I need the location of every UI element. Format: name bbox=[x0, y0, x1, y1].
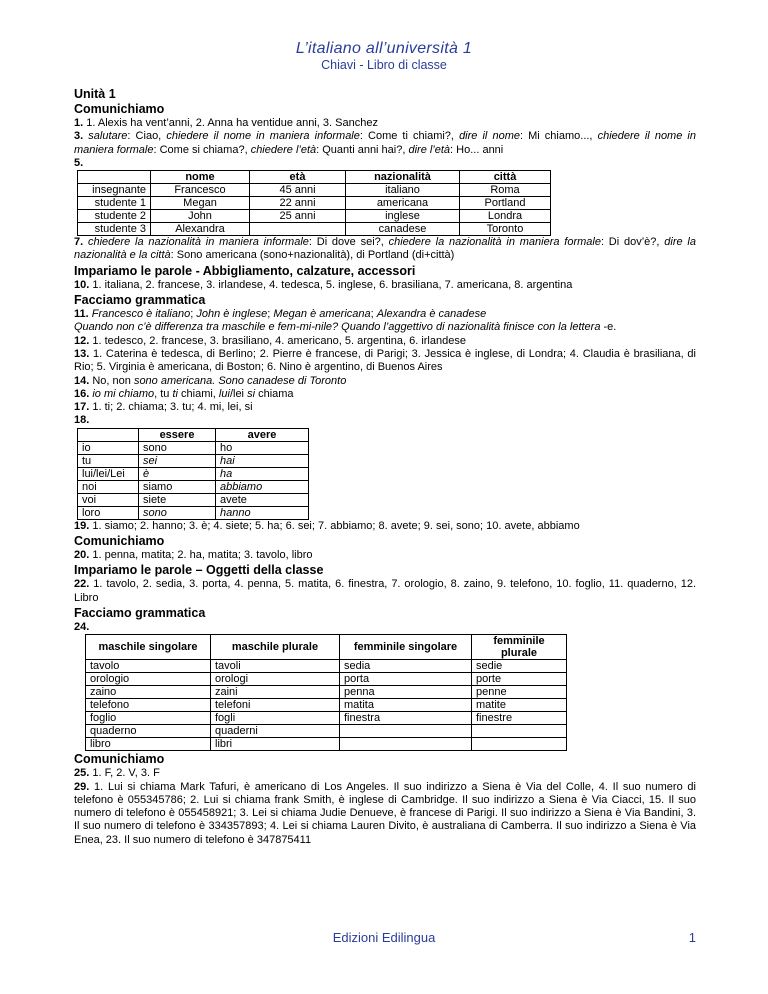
table-cell: loro bbox=[78, 506, 139, 519]
exercise-number: 29. bbox=[74, 780, 90, 793]
text-fragment: ; bbox=[190, 308, 197, 321]
section-heading: Facciamo grammatica bbox=[74, 293, 206, 308]
table-cell: sedia bbox=[340, 660, 472, 673]
table-cell: studente 3 bbox=[78, 223, 151, 236]
section-heading: Impariamo le parole – Oggetti della classe bbox=[74, 563, 324, 578]
table-header-row bbox=[86, 635, 567, 660]
italic-fragment: dire la nazionalità e la città bbox=[74, 236, 696, 262]
document-body bbox=[74, 87, 696, 847]
italic-fragment: io mi chiamo bbox=[92, 387, 155, 400]
table-cell: siete bbox=[139, 493, 216, 506]
table-cell: John bbox=[151, 210, 250, 223]
table-cell: Alexandra bbox=[151, 223, 250, 236]
exercise-text: 1. Caterina è tedesca, di Berlino; 2. Pierre è francese, di Parigi; 3. Jessica è inglese, di Londra; 4. Claudia è brasiliana, di Rio; 5. Virginia è americana, di Boston; 6. Nino è argentino, di Buenos Aires bbox=[74, 347, 696, 374]
text-fragment: , tu bbox=[154, 387, 173, 400]
italic-fragment: chiedere la nazionalità in maniera formale bbox=[388, 236, 601, 249]
exercise-20 bbox=[74, 549, 696, 562]
exercise-text: 1. tedesco, 2. francese, 3. brasiliano, 4. americano, 5. argentina, 6. irlandese bbox=[89, 334, 466, 347]
table-row bbox=[78, 467, 309, 480]
exercise-text: 1. tavolo, 2. sedia, 3. porta, 4. penna, 5. matita, 6. finestra, 7. orologio, 8. zaino, 9. telefono, 10. foglio, 11. quaderno, 12. Libro bbox=[74, 578, 696, 604]
exercise-14 bbox=[74, 375, 696, 388]
exercise-text: 1. siamo; 2. hanno; 3. è; 4. siete; 5. ha; 6. sei; 7. abbiamo; 8. avete; 9. sei, sono; 10. avete, abbiamo bbox=[89, 519, 580, 532]
text-fragment: : Ho... anni bbox=[450, 143, 504, 156]
exercise-text bbox=[89, 308, 487, 320]
table-cell: sono bbox=[139, 506, 216, 519]
exercise-1 bbox=[74, 117, 696, 130]
table-cell: porte bbox=[472, 673, 567, 686]
table-row bbox=[78, 480, 309, 493]
table-cell: ha bbox=[216, 467, 309, 480]
exercise-number: 13. bbox=[74, 347, 90, 360]
column-header: nazionalità bbox=[346, 171, 460, 184]
table-row bbox=[78, 197, 551, 210]
table-cell: insegnante bbox=[78, 184, 151, 197]
exercise-number: 10. bbox=[74, 278, 90, 291]
table-cell: 25 anni bbox=[250, 210, 346, 223]
table-cell: tavolo bbox=[86, 660, 211, 673]
text-fragment: : Di dove sei?, bbox=[308, 236, 389, 249]
table-cell bbox=[340, 725, 472, 738]
table-row bbox=[78, 454, 309, 467]
italic-fragment: Francesco è italiano bbox=[91, 308, 191, 321]
text-fragment: : Di dov’è?, bbox=[600, 236, 665, 249]
table-cell: sei bbox=[139, 454, 216, 467]
exercise-16 bbox=[74, 388, 696, 401]
table-cell: orologio bbox=[86, 673, 211, 686]
table-row bbox=[78, 223, 551, 236]
exercise-number: 16. bbox=[74, 387, 90, 400]
table-header-row bbox=[78, 171, 551, 184]
column-header: nome bbox=[151, 171, 250, 184]
section-heading: Facciamo grammatica bbox=[74, 605, 206, 620]
table-cell: foglio bbox=[86, 712, 211, 725]
column-header: essere bbox=[139, 428, 216, 441]
exercise-number: 12. bbox=[74, 334, 90, 347]
table-cell: zaini bbox=[211, 686, 340, 699]
table-row bbox=[86, 738, 567, 751]
italic-fragment: salutare bbox=[88, 130, 128, 143]
exercise-text: 1. Lui si chiama Mark Tafuri, è americano di Los Angeles. Il suo indirizzo a Siena è Via del Colle, 4. Il suo numero di telefono è 055345786; 2. Lui si chiama frank Smith, è inglese di Cambridge. Il suo indirizzo a Siena è Via Ciacci, 15. Il suo numero di telefono è 055458921; 3. Lei si chiama Judie Denueve, è francese di Parigi. Il suo indirizzo a Siena è Via Bandini, 3. Il suo numero di telefono è 334357893; 4. Lei si chiama Lauren Divito, è australiana di Camberra. Il suo indirizzo a Siena è Via Enea, 23. Il suo numero di telefono è 347875411 bbox=[74, 780, 696, 846]
table-exercise-18 bbox=[77, 428, 309, 520]
table-cell: 45 anni bbox=[250, 184, 346, 197]
text-fragment: chiami, bbox=[177, 387, 219, 400]
italic-fragment: ti bbox=[172, 387, 178, 400]
exercise-18 bbox=[74, 414, 696, 427]
exercise-7 bbox=[74, 236, 696, 263]
text-fragment: chiama bbox=[255, 387, 294, 400]
table-cell: studente 2 bbox=[78, 210, 151, 223]
exercise-text: 1. ti; 2. chiama; 3. tu; 4. mi, lei, si bbox=[89, 401, 253, 414]
table-row bbox=[86, 712, 567, 725]
section-heading: Impariamo le parole - Abbigliamento, calzature, accessori bbox=[74, 263, 416, 278]
table-cell: canadese bbox=[346, 223, 460, 236]
table-cell: io bbox=[78, 441, 139, 454]
table-cell: lui/lei/Lei bbox=[78, 467, 139, 480]
table-cell: porta bbox=[340, 673, 472, 686]
section-heading: Comunichiamo bbox=[74, 752, 165, 767]
exercise-25 bbox=[74, 767, 696, 780]
table-cell: avete bbox=[216, 493, 309, 506]
italic-fragment: John è inglese bbox=[196, 308, 268, 321]
exercise-number: 7. bbox=[74, 236, 84, 249]
page-number: 1 bbox=[688, 930, 696, 945]
text-fragment: : Mi chiamo..., bbox=[519, 130, 598, 143]
exercise-text bbox=[74, 130, 696, 155]
exercise-number: 18. bbox=[74, 414, 90, 427]
note-text: Quando non c’è differenza tra maschile e fem-mi-nile? Quando l’aggettivo di nazionalità finisce con la lettera bbox=[74, 321, 604, 334]
column-header: femminile singolare bbox=[340, 635, 472, 660]
text-fragment: : Sono americana (sono+nazionalità), di Portland (di+città) bbox=[170, 249, 455, 262]
table-row bbox=[78, 506, 309, 519]
exercise-number: 24. bbox=[74, 620, 90, 633]
exercise-number: 20. bbox=[74, 549, 90, 562]
exercise-11 bbox=[74, 308, 696, 321]
footer-publisher: Edizioni Edilingua bbox=[332, 930, 436, 945]
exercise-number: 3. bbox=[74, 130, 84, 143]
table-exercise-24 bbox=[85, 634, 567, 751]
table-cell: Portland bbox=[460, 197, 551, 210]
unit-heading: Unità 1 bbox=[74, 87, 116, 101]
italic-fragment: si bbox=[247, 387, 256, 400]
text-fragment: : Come ti chiami?, bbox=[359, 130, 460, 143]
table-cell: Londra bbox=[460, 210, 551, 223]
column-header: maschile plurale bbox=[211, 635, 340, 660]
text-fragment: ; bbox=[267, 308, 274, 321]
exercise-10 bbox=[74, 279, 696, 292]
exercise-24 bbox=[74, 621, 696, 634]
section-heading: Comunichiamo bbox=[74, 102, 165, 116]
exercise-text: 1. F, 2. V, 3. F bbox=[89, 767, 160, 780]
italic-fragment: Megan è americana bbox=[273, 308, 371, 321]
exercise-text bbox=[74, 236, 696, 261]
column-header: città bbox=[460, 171, 551, 184]
italic-fragment: dire il nome bbox=[459, 130, 520, 143]
table-cell: quaderno bbox=[86, 725, 211, 738]
table-cell bbox=[250, 223, 346, 236]
document-subtitle: Chiavi - Libro di classe bbox=[321, 58, 447, 72]
table-cell: fogli bbox=[211, 712, 340, 725]
column-header: femminile plurale bbox=[472, 635, 567, 660]
table-cell: matite bbox=[472, 699, 567, 712]
exercise-number: 1. bbox=[74, 117, 84, 129]
exercise-text-italic: sono americana. Sono canadese di Toronto bbox=[133, 374, 347, 387]
table-cell: studente 1 bbox=[78, 197, 151, 210]
table-cell: quaderni bbox=[211, 725, 340, 738]
exercise-text: 1. Alexis ha vent’anni, 2. Anna ha ventidue anni, 3. Sanchez bbox=[83, 117, 378, 129]
table-cell bbox=[472, 725, 567, 738]
table-cell: Toronto bbox=[460, 223, 551, 236]
table-cell: penna bbox=[340, 686, 472, 699]
table-cell: abbiamo bbox=[216, 480, 309, 493]
table-cell: Roma bbox=[460, 184, 551, 197]
table-cell: penne bbox=[472, 686, 567, 699]
exercise-number: 5. bbox=[74, 156, 84, 169]
table-cell bbox=[340, 738, 472, 751]
table-cell: 22 anni bbox=[250, 197, 346, 210]
italic-fragment: lui bbox=[218, 387, 230, 400]
exercise-19 bbox=[74, 520, 696, 533]
exercise-number: 19. bbox=[74, 519, 90, 532]
table-cell: hai bbox=[216, 454, 309, 467]
table-row bbox=[86, 673, 567, 686]
table-row bbox=[78, 210, 551, 223]
exercise-number: 22. bbox=[74, 578, 90, 591]
text-fragment: : Ciao, bbox=[127, 130, 167, 143]
table-cell: voi bbox=[78, 493, 139, 506]
table-cell: tavoli bbox=[211, 660, 340, 673]
table-row bbox=[86, 725, 567, 738]
table-cell: Francesco bbox=[151, 184, 250, 197]
exercise-number: 25. bbox=[74, 767, 90, 780]
exercise-12 bbox=[74, 335, 696, 348]
italic-fragment: chiedere il nome in maniera formale bbox=[74, 130, 696, 156]
exercise-number: 17. bbox=[74, 401, 90, 414]
table-cell: finestra bbox=[340, 712, 472, 725]
text-fragment: : Come si chiama?, bbox=[153, 143, 251, 156]
column-header: maschile singolare bbox=[86, 635, 211, 660]
column-header: età bbox=[250, 171, 346, 184]
table-cell: matita bbox=[340, 699, 472, 712]
table-cell: inglese bbox=[346, 210, 460, 223]
exercise-text: 1. italiana, 2. francese, 3. irlandese, 4. tedesca, 5. inglese, 6. brasiliana, 7. americana, 8. argentina bbox=[89, 278, 573, 291]
document-title: L’italiano all’università 1 bbox=[295, 40, 473, 57]
table-cell: tu bbox=[78, 454, 139, 467]
italic-fragment: Alexandra è canadese bbox=[376, 308, 487, 321]
column-header bbox=[78, 171, 151, 184]
text-fragment: : Quanti anni hai?, bbox=[316, 143, 409, 156]
column-header: avere bbox=[216, 428, 309, 441]
exercise-17 bbox=[74, 401, 696, 414]
exercise-text bbox=[89, 388, 293, 400]
table-cell: Megan bbox=[151, 197, 250, 210]
table-cell: libri bbox=[211, 738, 340, 751]
note-end: -e. bbox=[603, 321, 617, 334]
section-heading: Comunichiamo bbox=[74, 534, 165, 549]
table-cell: telefono bbox=[86, 699, 211, 712]
table-cell: ho bbox=[216, 441, 309, 454]
text-fragment: /lei bbox=[229, 387, 248, 400]
table-cell: americana bbox=[346, 197, 460, 210]
table-header-row bbox=[78, 428, 309, 441]
table-cell: sedie bbox=[472, 660, 567, 673]
italic-fragment: chiedere l’età bbox=[250, 143, 317, 156]
exercise-number: 11. bbox=[74, 308, 89, 321]
table-cell: orologi bbox=[211, 673, 340, 686]
table-cell: finestre bbox=[472, 712, 567, 725]
table-cell: sono bbox=[139, 441, 216, 454]
italic-fragment: dire l’età bbox=[408, 143, 451, 156]
table-cell: italiano bbox=[346, 184, 460, 197]
italic-fragment: chiedere il nome in maniera informale bbox=[166, 130, 360, 143]
table-exercise-5 bbox=[77, 170, 551, 236]
table-cell: telefoni bbox=[211, 699, 340, 712]
exercise-text: No, non bbox=[89, 374, 134, 387]
table-cell bbox=[472, 738, 567, 751]
table-row bbox=[78, 493, 309, 506]
column-header bbox=[78, 428, 139, 441]
italic-fragment: chiedere la nazionalità in maniera informale bbox=[88, 236, 309, 249]
exercise-3 bbox=[74, 130, 696, 157]
exercise-5 bbox=[74, 157, 696, 170]
table-cell: hanno bbox=[216, 506, 309, 519]
table-row bbox=[78, 184, 551, 197]
exercise-number: 14. bbox=[74, 374, 90, 387]
table-row bbox=[86, 686, 567, 699]
exercise-29 bbox=[74, 781, 696, 847]
table-cell: siamo bbox=[139, 480, 216, 493]
exercise-text: 1. penna, matita; 2. ha, matita; 3. tavolo, libro bbox=[89, 549, 313, 562]
table-cell: noi bbox=[78, 480, 139, 493]
table-cell: libro bbox=[86, 738, 211, 751]
table-row bbox=[86, 660, 567, 673]
table-row bbox=[78, 441, 309, 454]
table-cell: zaino bbox=[86, 686, 211, 699]
exercise-11-note bbox=[74, 321, 696, 334]
table-row bbox=[86, 699, 567, 712]
exercise-13 bbox=[74, 348, 696, 375]
exercise-22 bbox=[74, 578, 696, 605]
text-fragment: ; bbox=[370, 308, 377, 321]
table-cell: è bbox=[139, 467, 216, 480]
